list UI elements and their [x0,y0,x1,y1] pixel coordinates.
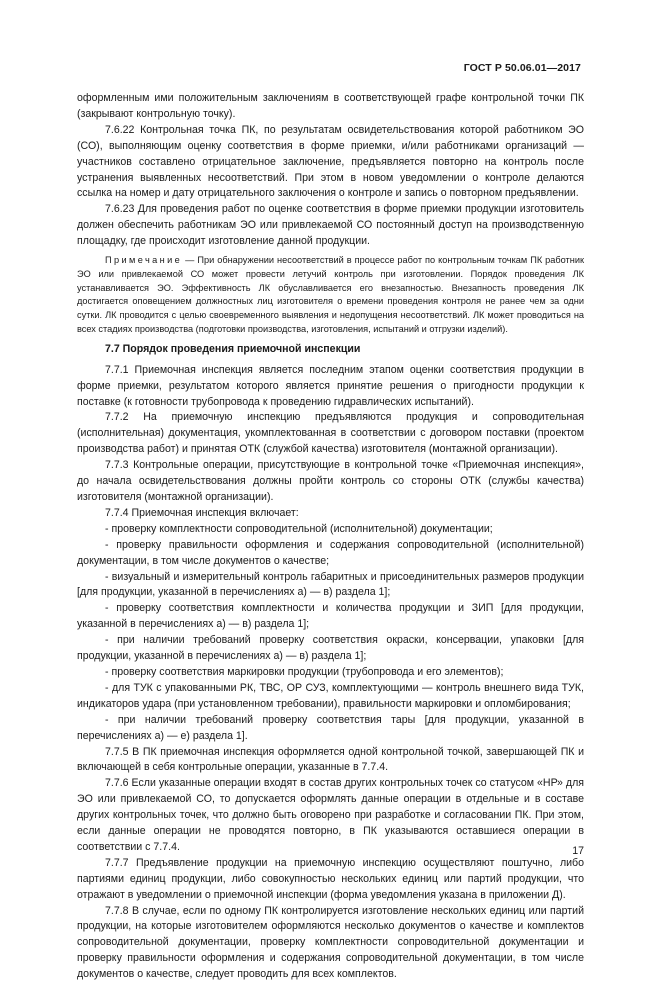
paragraph-7-7-5: 7.7.5 В ПК приемочная инспекция оформляется одной контрольной точкой, завершающей ПК и включающей в себя контрольные операции, указанные в 7.7.4. [77,745,584,774]
list-item: - проверку соответствия комплектности и количества продукции и ЗИП [для продукции, указанной в перечислениях а) — в) раздела 1]; [77,602,584,631]
paragraph-7-7-4: 7.7.4 Приемочная инспекция включает: [105,506,299,519]
paragraph-7-7-8: 7.7.8 В случае, если по одному ПК контролируется изготовление нескольких единиц или партий продукции, на которые изготовителем оформляются несколько документов о качестве и комплектов сопроводительной документации, проверку комплектности сопроводительной документации и проверку правильности оформления и содержания сопроводительной документации, в том числе документов о качестве, следует проводить для всех комплектов. [77,904,584,981]
paragraph-7-6-22: 7.6.22 Контрольная точка ПК, по результатам освидетельствования которой работником ЭО (СО), выполняющим оценку соответствия в форме приемки, и/или работниками организаций — участников составлено отрицательное заключение, предъявляется повторно на контроль после устранения выявленных несоответствий. При этом в новом уведомлении о контроле делаются ссылка на номер и дату отрицательного заключения о контроле и запись о повторном предъявлении. [77,123,584,200]
note-text: — При обнаружении несоответствий в процессе работ по контрольным точкам ПК работник ЭО или привлекаемой СО может провести летучий контроль при изготовлении. Порядок проведения ЛК устанавливается ЭО. Эффективность ЛК обуславливается его внезапностью. Внезапность проведения ЛК достигается оповещением должностных лиц изготовителя о времени проведения контроля не ранее чем за одни сутки. ЛК проводится с целью своевременного выявления и недопущения несоответствий. ЛК может проводиться на всех стадиях производства (подготовки производства, изготовления, испытаний и отгрузки изделий). [77,255,584,335]
list-item: - при наличии требований проверку соответствия тары [для продукции, указанной в перечислениях а) — е) раздела 1]. [77,713,584,742]
document-body [77,91,584,983]
list-item: - для ТУК с упакованными РК, ТВС, ОР СУЗ, комплектующими — контроль внешнего вида ТУК, индикаторов удара (при установленном требовании), правильности маркировки и опломбирования; [77,681,584,710]
paragraph-7-6-23: 7.6.23 Для проведения работ по оценке соответствия в форме приемки продукции изготовитель должен обеспечить работникам ЭО или привлекаемой СО постоянный доступ на производственную площадку, где происходит изготовление данной продукции. [77,203,584,248]
list-item: - проверку комплектности сопроводительной (исполнительной) документации; [105,522,493,535]
list-item: - проверку соответствия маркировки продукции (трубопровода и его элементов); [105,665,504,678]
paragraph-7-7-2: 7.7.2 На приемочную инспекцию предъявляются продукция и сопроводительная (исполнительная) документация, укомплектованная в соответствии с договором поставки (проектом производства работ) и принятая ОТК (службой качества) изготовителя (монтажной организации). [77,411,584,456]
paragraph-7-7-1: 7.7.1 Приемочная инспекция является последним этапом оценки соответствия продукции в форме приемки, результатом которого является принятие решения о пригодности продукции к поставке (к готовности трубопровода к проведению гидравлических испытаний). [77,363,584,408]
list-item: - визуальный и измерительный контроль габаритных и присоединительных размеров продукции [для продукции, указанной в перечислениях а) — в) раздела 1]; [77,570,584,599]
paragraph-7-7-3: 7.7.3 Контрольные операции, присутствующие в контрольной точке «Приемочная инспекция», до начала освидетельствования должны пройти контроль со стороны ОТК (службы качества) изготовителя (монтажной организации). [77,459,584,503]
page-number: 17 [572,845,584,857]
list-item: - при наличии требований проверку соответствия окраски, консервации, упаковки [для продукции, указанной в перечислениях а) — в) раздела 1]; [77,634,584,663]
note-label: Примечание [105,255,183,266]
list-item: - проверку правильности оформления и содержания сопроводительной (исполнительной) документации, в том числе документов о качестве; [77,538,584,567]
paragraph-continuation: оформленным ими положительным заключениям в соответствующей графе контрольной точки ПК (закрывают контрольную точку). [77,92,584,120]
paragraph-7-7-6: 7.7.6 Если указанные операции входят в состав других контрольных точек со статусом «НР» для ЭО или привлекаемой СО, то допускается оформлять данные операции в отдельные и в составе других контрольных точек, что должно быть оговорено при разработке и согласовании ПК. При этом, если данные операции не проводятся повторно, в ПК указываются оставшиеся операции в соответствии с 7.7.4. [77,777,584,853]
note-block [77,254,584,337]
section-heading-7-7: 7.7 Порядок проведения приемочной инспекции [105,342,361,355]
paragraph-7-7-7: 7.7.7 Предъявление продукции на приемочную инспекцию осуществляют поштучно, либо партиями единиц продукции, либо совокупностью нескольких единиц или партий продукции, что отражают в уведомлении о приемочной инспекции (форма уведомления указана в приложении Д). [77,856,584,901]
document-header: ГОСТ Р 50.06.01—2017 [463,62,581,74]
